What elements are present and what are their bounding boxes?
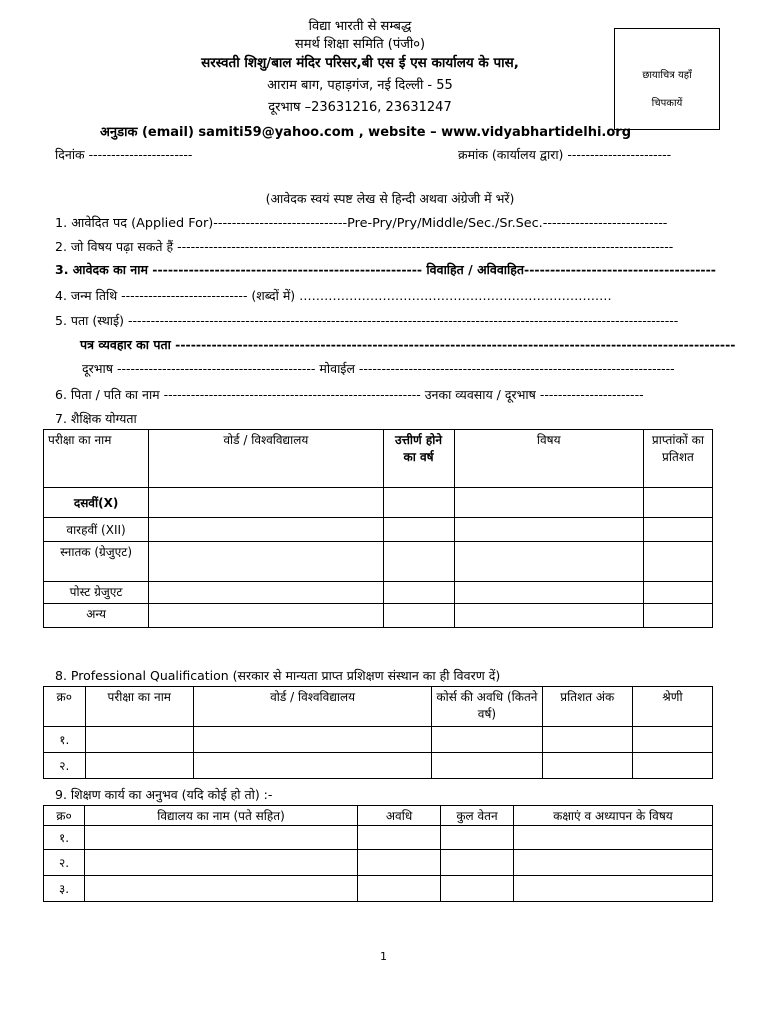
org-affiliation: विद्या भारती से सम्बद्ध bbox=[308, 19, 412, 34]
table-header: कुल वेतन bbox=[441, 806, 514, 826]
table-header: प्राप्तांकों का प्रतिशत bbox=[643, 430, 712, 488]
table-row bbox=[44, 488, 713, 518]
table-cell[interactable] bbox=[454, 542, 643, 582]
table-header: परीक्षा का नाम bbox=[85, 687, 193, 727]
table-cell[interactable] bbox=[85, 727, 193, 753]
table-cell[interactable] bbox=[643, 582, 712, 604]
table-cell[interactable] bbox=[454, 488, 643, 518]
dob-field[interactable]: 4. जन्म तिथि ---------------------------- (शब्दों में) ………………………………………………………………… bbox=[55, 288, 612, 303]
professional-table bbox=[43, 686, 713, 779]
table-cell[interactable] bbox=[441, 826, 514, 850]
table-cell[interactable] bbox=[357, 850, 440, 876]
table-row bbox=[44, 582, 713, 604]
experience-table bbox=[43, 805, 713, 902]
table-cell[interactable] bbox=[383, 518, 454, 542]
page-number: 1 bbox=[380, 950, 387, 963]
table-header: क्र० bbox=[44, 806, 85, 826]
photo-box-line1: छायाचित्र यहाँ bbox=[642, 70, 692, 81]
row-label: स्नातक (ग्रेजुएट) bbox=[44, 542, 149, 582]
table-header: परीक्षा का नाम bbox=[44, 430, 149, 488]
permanent-address-field[interactable]: 5. पता (स्थाई) -------------------------------------------------------------------------------------------------------------------------- bbox=[55, 313, 679, 328]
table-cell[interactable] bbox=[149, 582, 383, 604]
table-cell[interactable] bbox=[513, 876, 712, 902]
table-row bbox=[44, 518, 713, 542]
table-cell[interactable] bbox=[149, 542, 383, 582]
table-header-row bbox=[44, 687, 713, 727]
correspondence-address-field[interactable]: पत्र व्यवहार का पता ------------------------------------------------------------------------------------------------------------ bbox=[80, 337, 736, 352]
table-header: कक्षाएं व अध्यापन के विषय bbox=[513, 806, 712, 826]
table-row bbox=[44, 876, 713, 902]
table-cell[interactable] bbox=[643, 542, 712, 582]
photo-box[interactable] bbox=[614, 28, 720, 130]
table-cell[interactable] bbox=[632, 727, 712, 753]
table-cell[interactable] bbox=[149, 518, 383, 542]
table-row bbox=[44, 850, 713, 876]
education-heading: 7. शैक्षिक योग्यता bbox=[55, 411, 137, 426]
org-address-2: आराम बाग, पहाड़गंज, नई दिल्ली - 55 bbox=[267, 78, 453, 93]
table-cell[interactable] bbox=[454, 582, 643, 604]
table-cell[interactable] bbox=[454, 518, 643, 542]
table-header: प्रतिशत अंक bbox=[542, 687, 632, 727]
table-cell[interactable] bbox=[513, 826, 712, 850]
row-number: २. bbox=[44, 850, 85, 876]
table-cell[interactable] bbox=[643, 518, 712, 542]
table-cell[interactable] bbox=[432, 753, 542, 779]
row-number: १. bbox=[44, 727, 86, 753]
table-cell[interactable] bbox=[383, 542, 454, 582]
org-address-1: सरस्वती शिशु/बाल मंदिर परिसर,बी एस ई एस कार्यालय के पास, bbox=[201, 55, 519, 71]
table-row bbox=[44, 604, 713, 628]
table-header: क्र० bbox=[44, 687, 86, 727]
table-cell[interactable] bbox=[383, 488, 454, 518]
table-cell[interactable] bbox=[542, 727, 632, 753]
row-label: पोस्ट ग्रेजुएट bbox=[44, 582, 149, 604]
table-cell[interactable] bbox=[85, 753, 193, 779]
table-cell[interactable] bbox=[85, 876, 358, 902]
applied-for-field[interactable]: 1. आवेदित पद (Applied For)-----------------------------Pre-Pry/Pry/Middle/Sec./Sr.Sec.--------------------------- bbox=[55, 216, 668, 231]
table-header: विद्यालय का नाम (पते सहित) bbox=[85, 806, 358, 826]
serial-number-field[interactable]: क्रमांक (कार्यालय द्वारा) ----------------------- bbox=[458, 147, 672, 162]
phone-mobile-field[interactable]: दूरभाष -------------------------------------------- मोवाईल ---------------------------------------------------------------------- bbox=[82, 361, 675, 376]
education-table bbox=[43, 429, 713, 628]
table-cell[interactable] bbox=[632, 753, 712, 779]
table-row bbox=[44, 727, 713, 753]
instruction-text: (आवेदक स्वयं स्पष्ट लेख से हिन्दी अथवा अंग्रेजी में भरें) bbox=[265, 191, 515, 206]
table-cell[interactable] bbox=[432, 727, 542, 753]
table-header: अवधि bbox=[357, 806, 440, 826]
table-row bbox=[44, 542, 713, 582]
experience-heading: 9. शिक्षण कार्य का अनुभव (यदि कोई हो तो) :- bbox=[55, 787, 273, 802]
table-header: उत्तीर्ण होने का वर्ष bbox=[383, 430, 454, 488]
table-cell[interactable] bbox=[85, 826, 358, 850]
org-phone: दूरभाष –23631216, 23631247 bbox=[268, 100, 452, 115]
table-header: वोर्ड / विश्वविद्यालय bbox=[194, 687, 432, 727]
table-cell[interactable] bbox=[383, 604, 454, 628]
table-cell[interactable] bbox=[357, 826, 440, 850]
table-cell[interactable] bbox=[454, 604, 643, 628]
professional-heading: 8. Professional Qualification (सरकार से मान्यता प्राप्त प्रशिक्षण संस्थान का ही विवरण दें) bbox=[55, 668, 501, 683]
table-cell[interactable] bbox=[149, 488, 383, 518]
applicant-name-field[interactable]: 3. आवेदक का नाम ---------------------------------------------------- विवाहित / अविवाहित------------------------------------- bbox=[55, 262, 716, 277]
row-number: ३. bbox=[44, 876, 85, 902]
row-label: वारहवीं (XII) bbox=[44, 518, 149, 542]
row-label: दसवीं(X) bbox=[44, 488, 149, 518]
table-cell[interactable] bbox=[85, 850, 358, 876]
subjects-field[interactable]: 2. जो विषय पढ़ा सकते हैं -------------------------------------------------------------------------------------------------------------- bbox=[55, 239, 674, 254]
org-contact: अनुडाक (email) samiti59@yahoo.com , website – www.vidyabhartidelhi.org bbox=[100, 125, 632, 140]
table-cell[interactable] bbox=[542, 753, 632, 779]
table-cell[interactable] bbox=[513, 850, 712, 876]
table-header: विषय bbox=[454, 430, 643, 488]
table-row bbox=[44, 753, 713, 779]
date-field[interactable]: दिनांक ----------------------- bbox=[55, 147, 193, 162]
table-cell[interactable] bbox=[643, 604, 712, 628]
row-number: १. bbox=[44, 826, 85, 850]
father-name-field[interactable]: 6. पिता / पति का नाम --------------------------------------------------------- उनका व्यवसाय / दूरभाष ----------------------- bbox=[55, 387, 644, 402]
table-cell[interactable] bbox=[441, 850, 514, 876]
photo-box-line2: चिपकायें bbox=[651, 98, 683, 109]
org-name: समर्थ शिक्षा समिति (पंजी०) bbox=[294, 37, 426, 52]
table-cell[interactable] bbox=[643, 488, 712, 518]
table-header: कोर्स की अवधि (कितने वर्ष) bbox=[432, 687, 542, 727]
table-header: वोर्ड / विश्वविद्यालय bbox=[149, 430, 383, 488]
table-cell[interactable] bbox=[194, 727, 432, 753]
row-label: अन्य bbox=[44, 604, 149, 628]
table-cell[interactable] bbox=[194, 753, 432, 779]
table-cell[interactable] bbox=[383, 582, 454, 604]
row-number: २. bbox=[44, 753, 86, 779]
table-cell[interactable] bbox=[441, 876, 514, 902]
table-header-row bbox=[44, 806, 713, 826]
table-row bbox=[44, 826, 713, 850]
table-header: श्रेणी bbox=[632, 687, 712, 727]
table-cell[interactable] bbox=[149, 604, 383, 628]
table-header-row bbox=[44, 430, 713, 488]
table-cell[interactable] bbox=[357, 876, 440, 902]
